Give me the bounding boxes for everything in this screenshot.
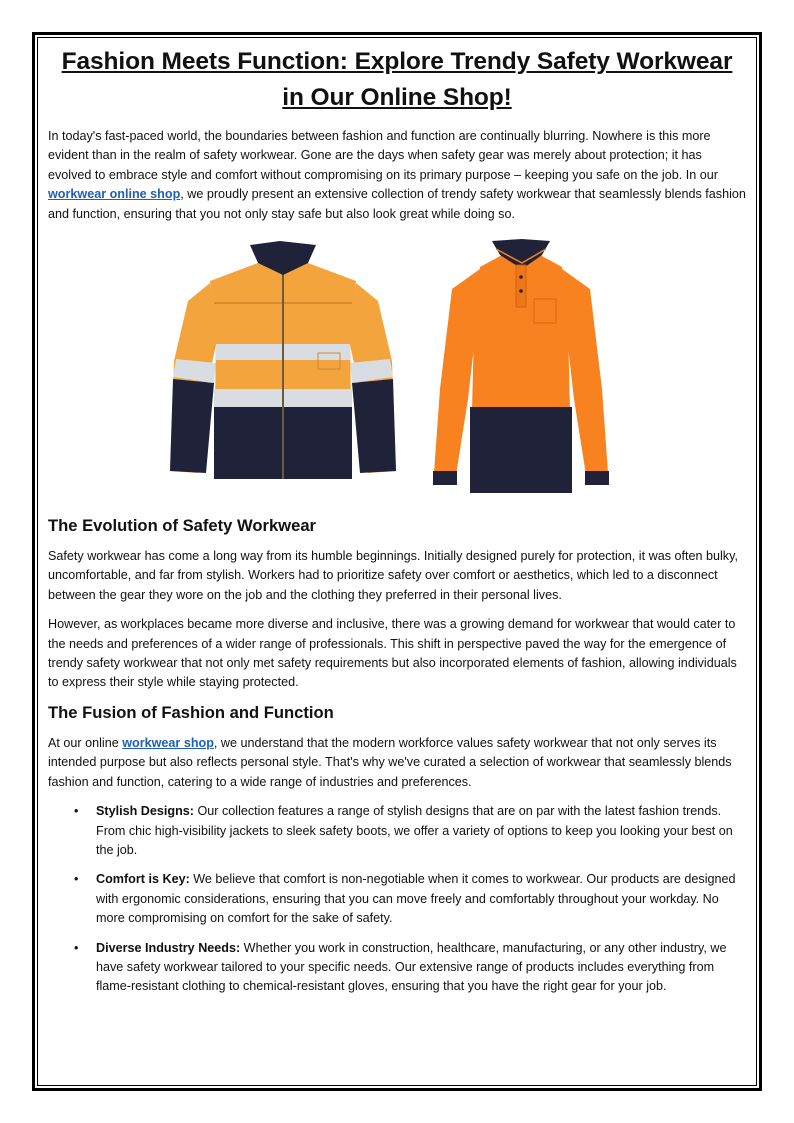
hi-vis-polo-image [430, 239, 612, 493]
intro-text-before: In today's fast-paced world, the boundaries between fashion and function are continually blurring. Nowhere is this more evident than in the realm of safety workwear. Gone are the days when safety gear was merely about protection; it has evolved to embrace style and comfort without compromising on its primary purpose – keeping you safe on the job. In our [48, 129, 718, 182]
bullet-icon: • [74, 804, 79, 819]
intro-text-after: , we proudly present an extensive collection of trendy safety workwear that seamlessly blends fashion and function, ensuring that you not only stay safe but also look great while doing so. [48, 187, 746, 221]
product-images [48, 239, 746, 507]
fusion-paragraph [48, 734, 746, 792]
features-list [48, 802, 746, 997]
heading-evolution: The Evolution of Safety Workwear [48, 516, 317, 536]
fusion-text-after: , we understand that the modern workforce values safety workwear that not only serves its intended purpose but also reflects personal style. That's why we've curated a selection of workwear that seamlessly blends fashion and function, catering to a wide range of industries and preferences. [48, 735, 732, 789]
evolution-paragraph-2: However, as workplaces became more diverse and inclusive, there was a growing demand for workwear that would cater to the needs and preferences of a wider range of professionals. This shift in perspective paved the way for the emergence of trendy safety workwear that not only met safety requirements but also incorporated elements of fashion, allowing individuals to express their style while staying protected. [48, 617, 737, 690]
list-item [48, 870, 746, 928]
fusion-text-before: At our online [48, 735, 123, 750]
list-item-title: Diverse Industry Needs: [96, 940, 241, 955]
bullet-icon: • [74, 940, 79, 955]
document-body [48, 44, 746, 1007]
list-item-title: Comfort is Key: [96, 872, 190, 887]
list-item [48, 802, 746, 860]
list-item [48, 939, 746, 997]
bullet-icon: • [74, 872, 79, 887]
list-item-text: We believe that comfort is non-negotiable when it comes to workwear. Our products are designed with ergonomic considerations, ensuring that you can move freely and comfortably throughout your workday. No more compromising on comfort for the sake of safety. [96, 872, 736, 926]
hi-vis-jacket-image [168, 241, 398, 479]
heading-fusion: The Fusion of Fashion and Function [48, 702, 334, 722]
list-item-text: Our collection features a range of stylish designs that are on par with the latest fashion trends. From chic high-visibility jackets to sleek safety boots, we offer a variety of options to keep you looking your best on the job. [96, 804, 733, 857]
workwear-shop-link[interactable]: workwear shop [122, 735, 214, 750]
evolution-paragraph-1: Safety workwear has come a long way from its humble beginnings. Initially designed purely for protection, it was often bulky, uncomfortable, and far from stylish. Workers had to prioritize safety over comfort or aesthetics, which led to a disconnect between the gear they wore on the job and the clothing they preferred in their personal lives. [48, 549, 738, 602]
page-title: Fashion Meets Function: Explore Trendy Safety Workwear in Our Online Shop! [61, 48, 733, 111]
list-item-text: Whether you work in construction, healthcare, manufacturing, or any other industry, we have safety workwear tailored to your specific needs. Our extensive range of products includes everything from flame-resistant clothing to chemical-resistant gloves, ensuring that you have the right gear for your job. [96, 940, 727, 994]
workwear-online-shop-link[interactable]: workwear online shop [48, 187, 181, 202]
intro-paragraph [48, 127, 746, 224]
list-item-title: Stylish Designs: [96, 804, 194, 819]
